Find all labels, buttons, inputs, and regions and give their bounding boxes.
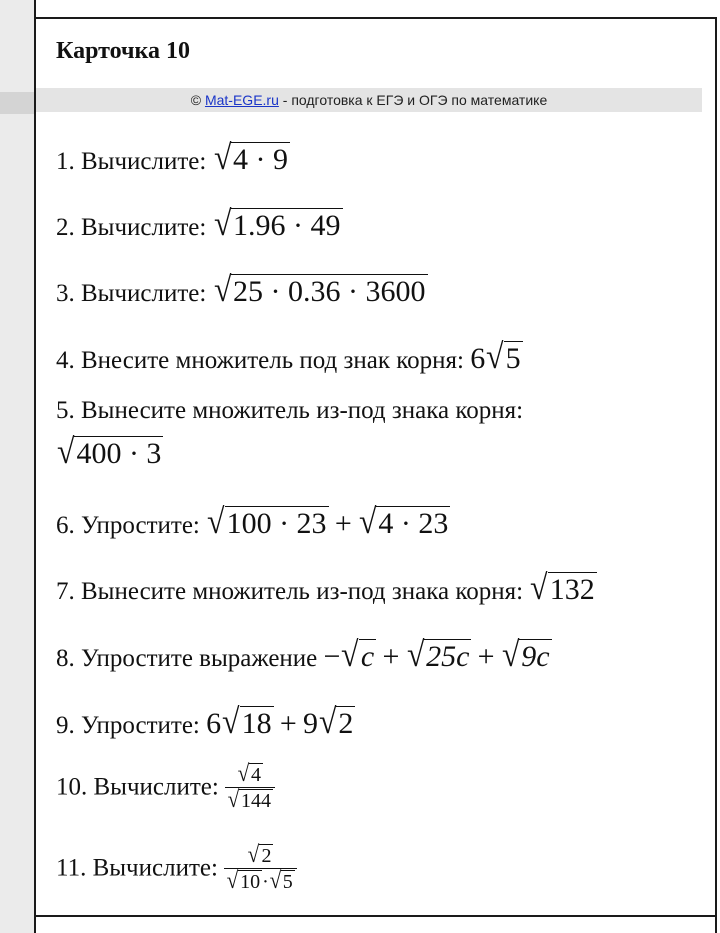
card-top-border xyxy=(34,17,717,19)
radical: √400 · 3 xyxy=(56,431,162,471)
task-6: 6. Упростите: √100 · 23 + √4 · 23 xyxy=(56,501,449,541)
radical: √4 · 23 xyxy=(358,501,449,541)
fraction: $\frac{√4}{√144}$ xyxy=(225,762,275,813)
task-8: 8. Упростите выражение −√c + √25c + √9c xyxy=(56,634,550,674)
task-2: 2. Вычислите: √1.96 · 49 xyxy=(56,203,341,243)
fraction: $\frac{√2}{√10 \cdot√5}$ xyxy=(224,843,297,894)
task-9: 9. Упростите: 6√18 + 9√2 xyxy=(56,701,354,741)
site-link[interactable]: Mat-EGE.ru xyxy=(204,92,279,108)
card-right-border xyxy=(715,18,717,933)
task-4: 4. Внесите множитель под знак корня: 6√5 xyxy=(56,336,521,376)
radical: √5 xyxy=(486,336,521,376)
task-3: 3. Вычислите: √25 · 0.36 · 3600 xyxy=(56,269,426,309)
task-11: 11. Вычислите: $\frac{√2}{√10 \cdot√5}$ xyxy=(56,843,297,894)
task-7: 7. Вынесите множитель из-под знака корня: √132 xyxy=(56,567,595,607)
task-5-expression xyxy=(56,430,163,472)
copyright-bar: © Mat-EGE.ru - подготовка к ЕГЭ и ОГЭ по математике xyxy=(36,88,702,112)
radical: √18 xyxy=(222,701,272,741)
left-margin-band xyxy=(0,92,34,114)
radical: √132 xyxy=(530,567,595,607)
radical: √25 · 0.36 · 3600 xyxy=(213,269,426,309)
card-bottom-border xyxy=(34,915,717,917)
radical: √4 · 9 xyxy=(213,137,289,177)
radical: √1.96 · 49 xyxy=(213,203,341,243)
task-5: 5. Вынесите множитель из-под знака корня: xyxy=(56,397,524,424)
left-margin-strip xyxy=(0,0,36,933)
radical: √9c xyxy=(501,634,550,674)
radical: √100 · 23 xyxy=(207,501,327,541)
radical: √c xyxy=(341,634,375,674)
task-10: 10. Вычислите: $\frac{√4}{√144}$ xyxy=(56,762,275,813)
task-1: 1. Вычислите: √4 · 9 xyxy=(56,137,289,177)
card-title: Карточка 10 xyxy=(56,38,190,64)
radical: √2 xyxy=(318,701,354,741)
radical: √25c xyxy=(406,634,470,674)
